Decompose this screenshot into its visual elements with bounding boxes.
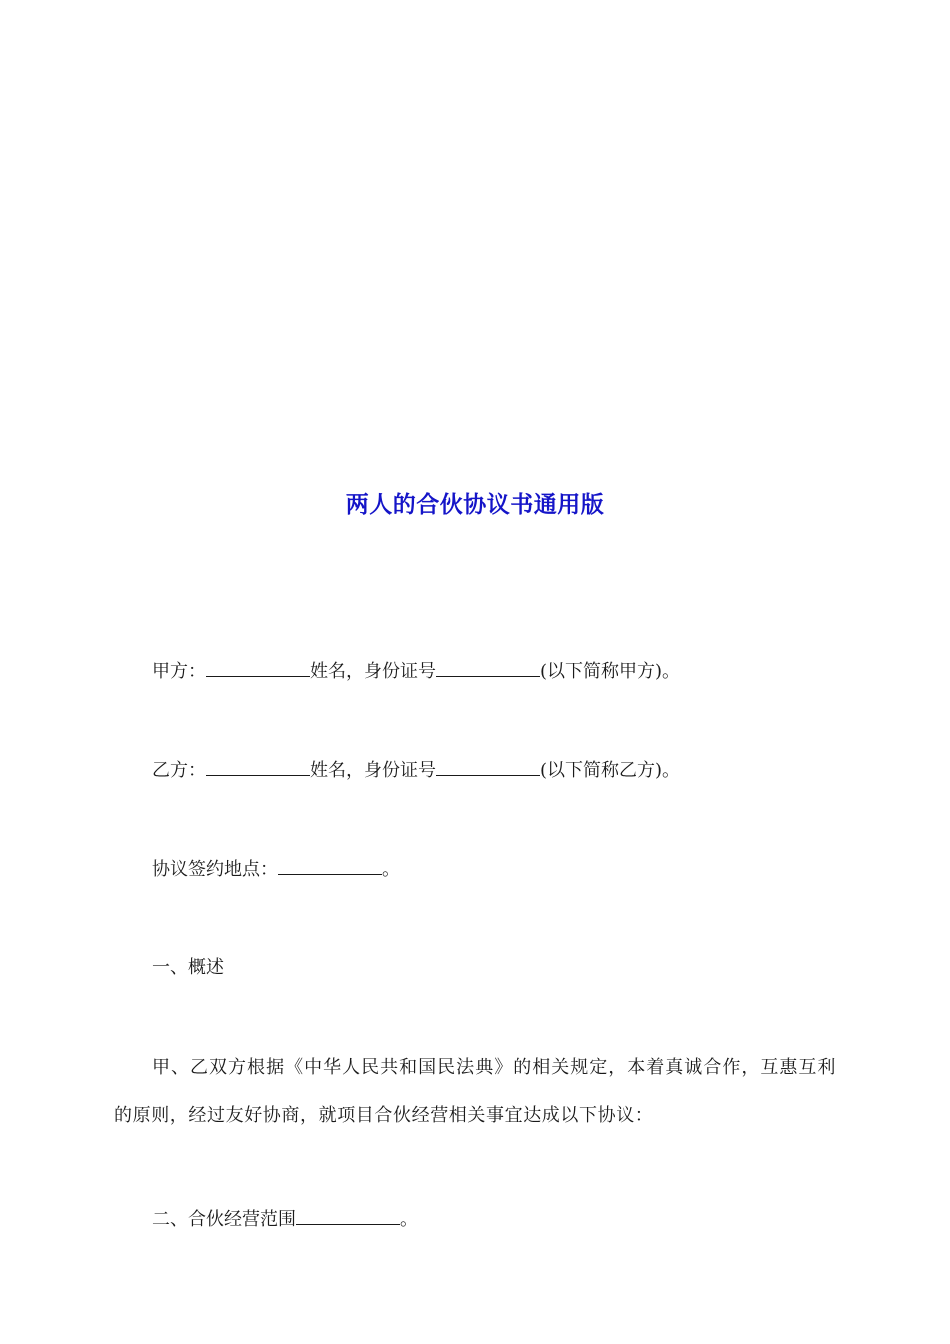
- section-1-body: 甲、乙双方根据《中华人民共和国民法典》的相关规定，本着真诚合作，互惠互利的原则，经过友好协商，就项目合伙经营相关事宜达成以下协议：: [114, 1057, 836, 1126]
- section-2-end: 。: [400, 1209, 418, 1230]
- party-a-id-blank: [436, 660, 540, 677]
- party-b-id-blank: [436, 759, 540, 776]
- party-a-name-blank: [206, 660, 310, 677]
- section-2-line: [152, 1208, 418, 1230]
- party-b-id-label: 姓名，身份证号: [310, 760, 436, 781]
- sign-place-blank: [278, 858, 382, 875]
- sign-place-label: 协议签约地点：: [152, 859, 278, 880]
- section-1-heading: 一、概述: [152, 957, 224, 978]
- party-b-line: [152, 759, 680, 781]
- section-2-heading: 二、合伙经营范围: [152, 1209, 296, 1230]
- section-2-scope-blank: [296, 1208, 400, 1225]
- sign-place-end: 。: [382, 859, 400, 880]
- party-a-label: 甲方：: [152, 661, 206, 682]
- document-title: 两人的合伙协议书通用版: [345, 491, 605, 518]
- party-b-label: 乙方：: [152, 760, 206, 781]
- party-a-id-label: 姓名，身份证号: [310, 661, 436, 682]
- sign-place-line: [152, 858, 400, 880]
- party-a-line: [152, 660, 680, 682]
- party-b-abbrev: (以下简称乙方)。: [540, 760, 681, 781]
- party-a-abbrev: (以下简称甲方)。: [540, 661, 681, 682]
- party-b-name-blank: [206, 759, 310, 776]
